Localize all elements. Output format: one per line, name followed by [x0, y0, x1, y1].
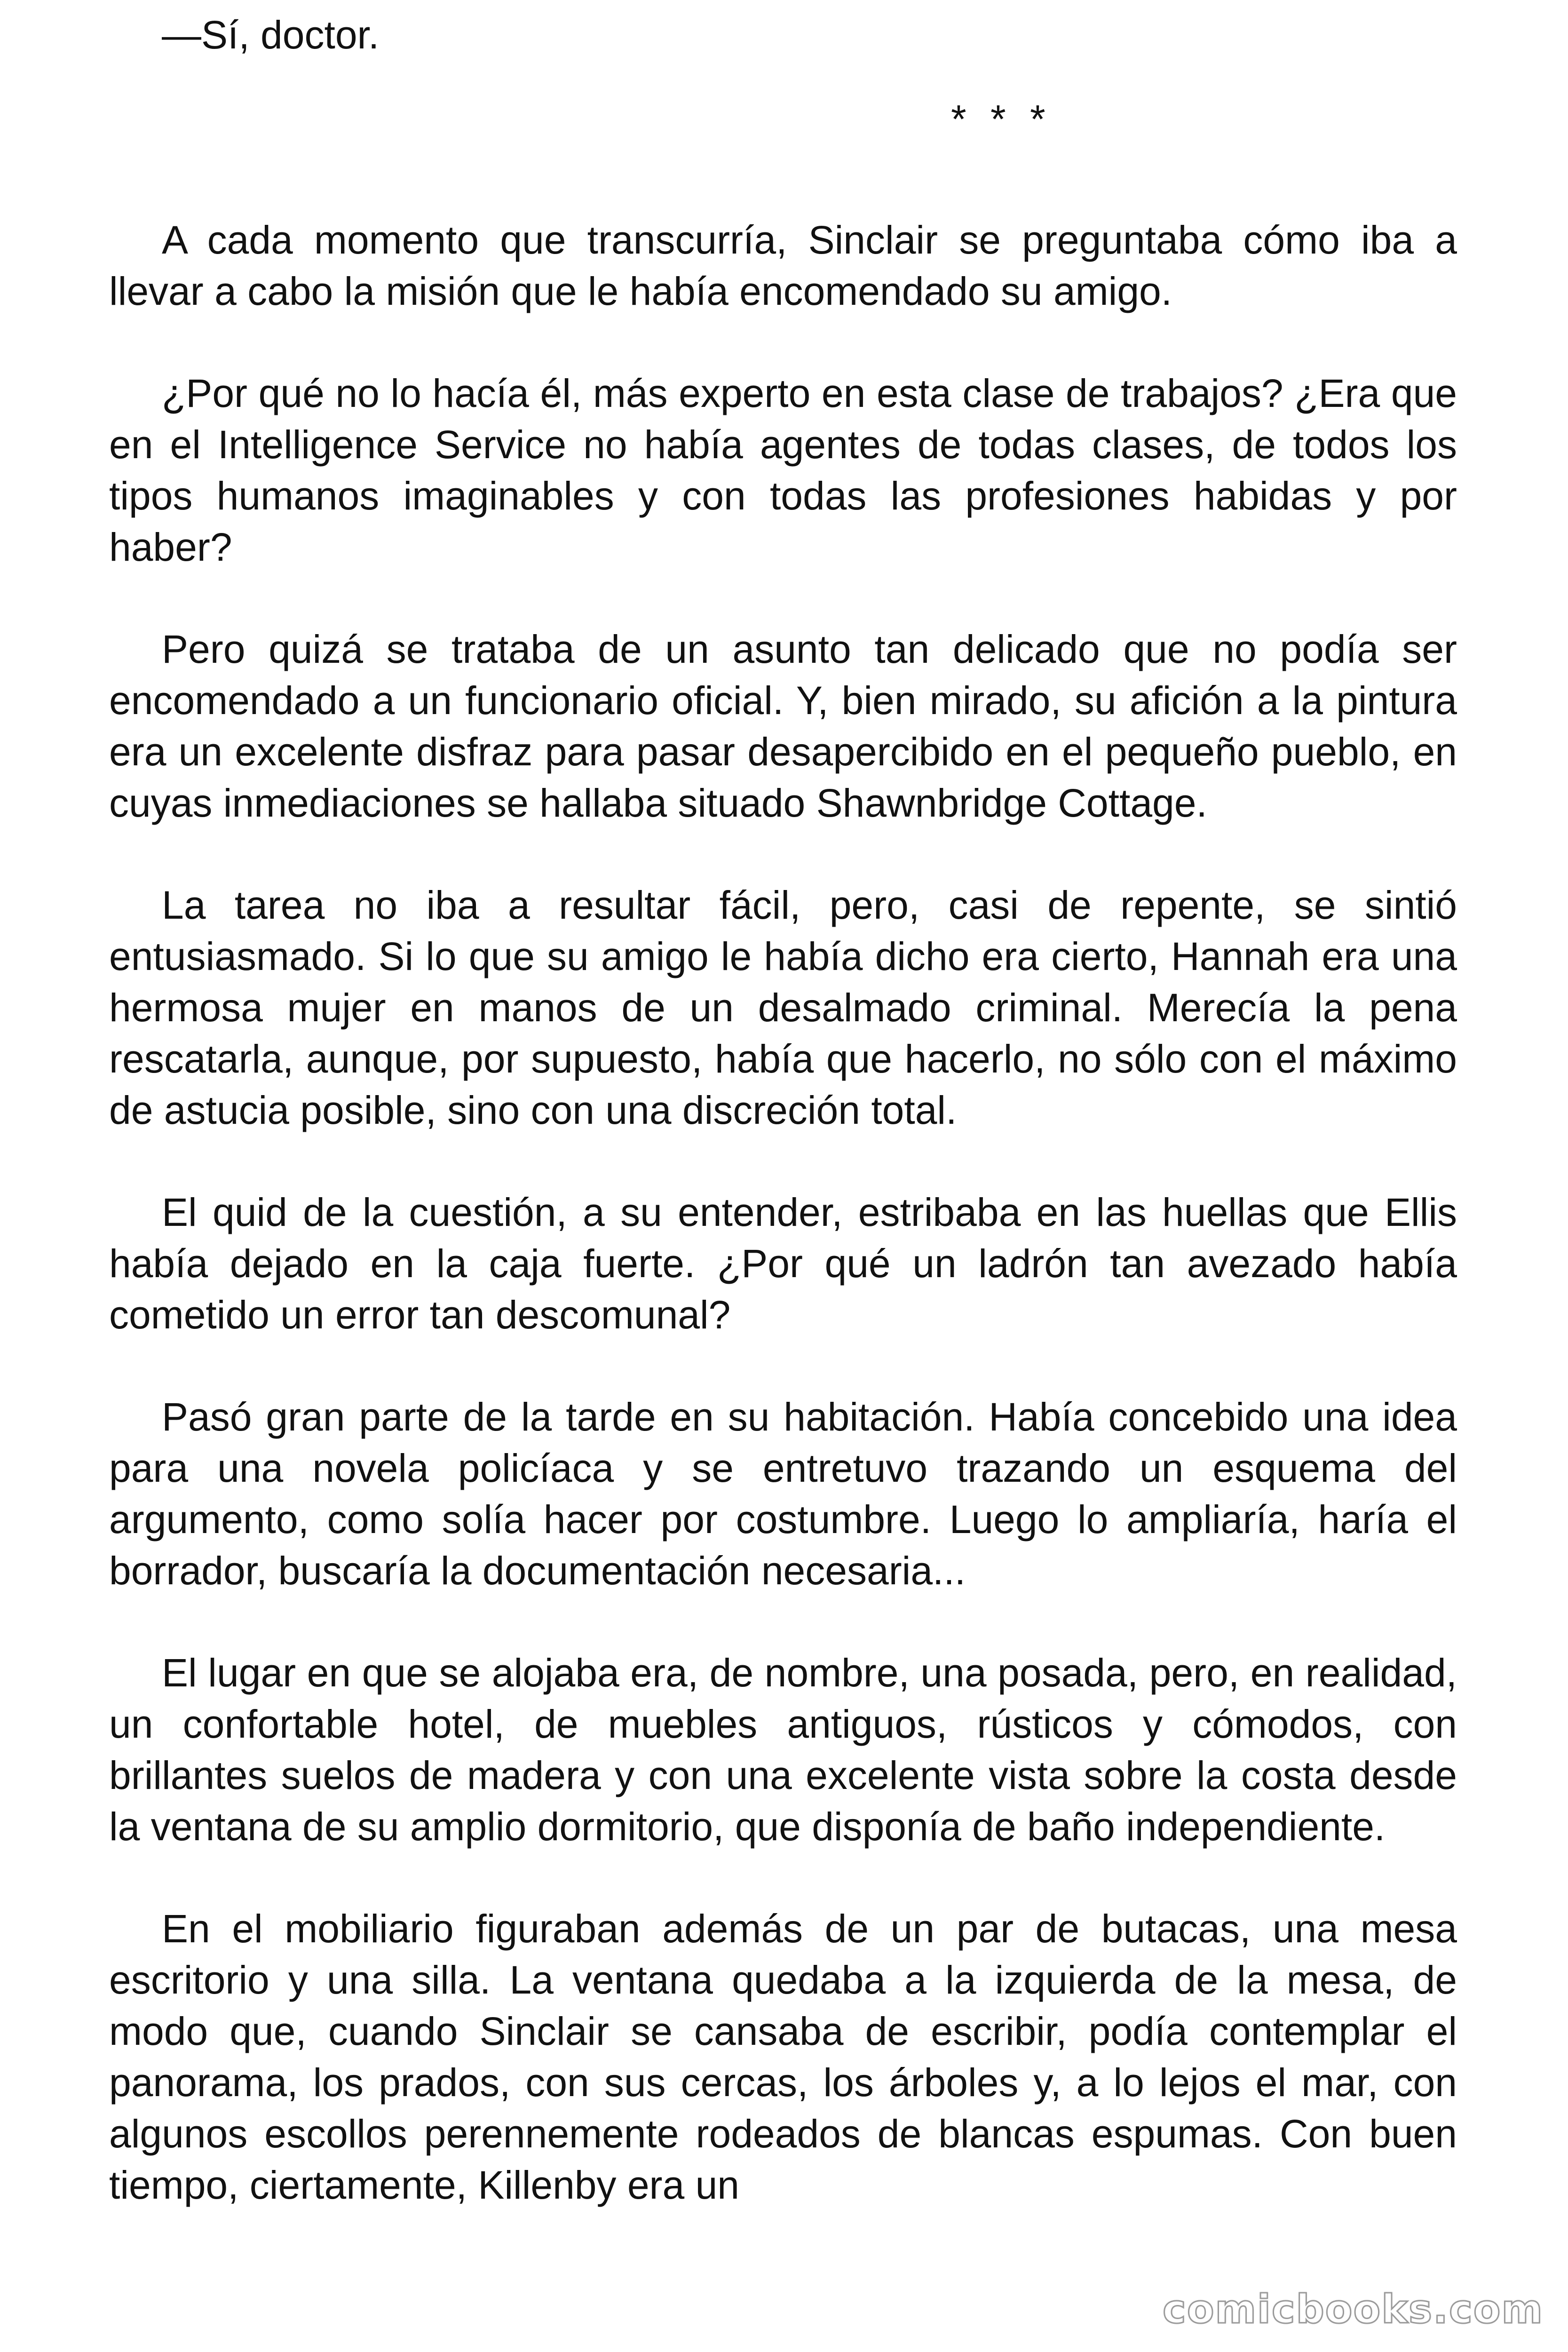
paragraph: El lugar en que se alojaba era, de nombre, una posada, pero, en realidad, un confortable hotel, de muebles antiguos, rústicos y cómodos, con brillantes suelos de madera y con una excelente vista sobre la costa desde la ventana de su amplio dormitorio, que disponía de baño independiente.: [109, 1651, 1457, 1849]
paragraph: Pero quizá se trataba de un asunto tan delicado que no podía ser encomendado a un funcionario oficial. Y, bien mirado, su afición a la pintura era un excelente disfraz para pasar desapercibido en el pequeño pueblo, en cuyas inmediaciones se hallaba situado Shawnbridge Cottage.: [109, 627, 1457, 825]
text-column: [109, 9, 1457, 2211]
paragraph: El quid de la cuestión, a su entender, estribaba en las huellas que Ellis había dejado en la caja fuerte. ¿Por qué un ladrón tan avezado había cometido un error tan descomunal?: [109, 1190, 1457, 1337]
dialogue-line: —Sí, doctor.: [162, 13, 380, 57]
paragraph: En el mobiliario figuraban además de un par de butacas, una mesa escritorio y una silla. La ventana quedaba a la izquierda de la mesa, de modo que, cuando Sinclair se cansaba de escribir, podía contemplar el panorama, los prados, con sus cercas, los árboles y, a lo lejos el mar, con algunos escollos perennemente rodeados de blancas espumas. Con buen tiempo, ciertamente, Killenby era un: [109, 1907, 1457, 2207]
paragraph: La tarea no iba a resultar fácil, pero, casi de repente, se sintió entusiasmado. Si lo que su amigo le había dicho era cierto, Hannah era una hermosa mujer en manos de un desalmado criminal. Merecía la pena rescatarla, aunque, por supuesto, había que hacerlo, no sólo con el máximo de astucia posible, sino con una discreción total.: [109, 883, 1457, 1132]
section-separator: * * *: [951, 97, 1052, 141]
paragraph: A cada momento que transcurría, Sinclair se preguntaba cómo iba a llevar a cabo la misión que le había encomendado su amigo.: [109, 218, 1457, 313]
paragraph: Pasó gran parte de la tarde en su habitación. Había concebido una idea para una novela policíaca y se entretuvo trazando un esquema del argumento, como solía hacer por costumbre. Luego lo ampliaría, haría el borrador, buscaría la documentación necesaria...: [109, 1395, 1457, 1593]
paragraph: ¿Por qué no lo hacía él, más experto en esta clase de trabajos? ¿Era que en el Intelligence Service no había agentes de todas clases, de todos los tipos humanos imaginables y con todas las profesiones habidas y por haber?: [109, 371, 1457, 569]
watermark: comicbooks.com: [1163, 2286, 1544, 2332]
